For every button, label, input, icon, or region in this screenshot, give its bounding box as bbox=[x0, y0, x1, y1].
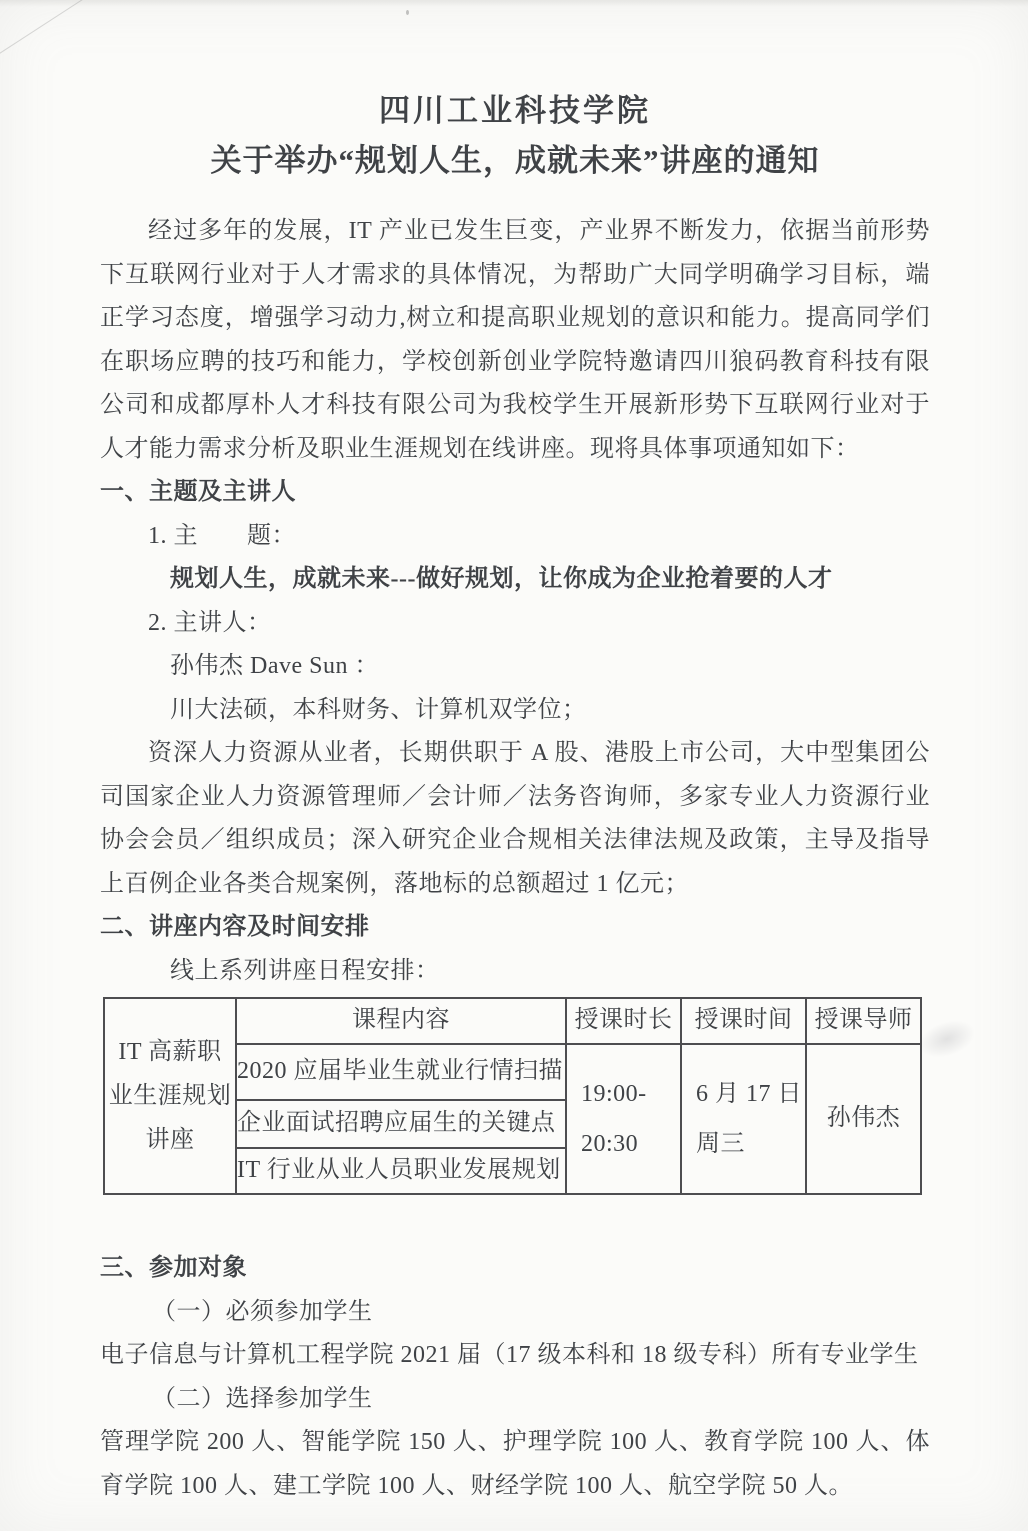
speaker-item-label: 2. 主讲人： bbox=[148, 609, 272, 636]
optional-attend-subheading: （二）选择参加学生 bbox=[152, 1385, 373, 1412]
speaker-name-line: 孙伟杰 Dave Sun ： bbox=[170, 653, 379, 679]
optional-attend-paragraph: 管理学院 200 人、智能学院 150 人、护理学院 100 人、教育学院 100 人、体育学院 100 人、建工学院 100 人、财经学院 100 人、航空学院 50 人。 bbox=[100, 1429, 930, 1499]
time-line-1: 6 月 17 日 bbox=[696, 1081, 802, 1107]
table-cell-course-3: IT 行业从业人员职业发展规划 bbox=[236, 1148, 566, 1194]
intro-paragraph: 经过多年的发展，IT 产业已发生巨变，产业界不断发力，依据当前形势下互联网行业对于人才需求的具体情况，为帮助广大同学明确学习目标，端正学习态度，增强学习动力,树立和提高职业规划的意识和能力。提高同学们在职场应聘的技巧和能力，学校创新创业学院特邀请四川狼码教育科技有限公司和成都厚朴人才科技有限公司为我校学生开展新形势下互联网行业对于人才能力需求分析及职业生涯规划在线讲座。现将具体事项通知如下： bbox=[100, 218, 930, 462]
table-cell-course-1: 2020 应届毕业生就业行情扫描 bbox=[236, 1044, 566, 1100]
speaker-degree-line: 川大法硕，本科财务、计算机双学位； bbox=[170, 696, 587, 723]
program-line-2: 业生涯规划 bbox=[108, 1083, 232, 1109]
table-cell-tutor: 孙伟杰 bbox=[806, 1044, 921, 1194]
topic-item-label: 1. 主 题： bbox=[148, 522, 296, 549]
table-cell-time bbox=[681, 1044, 806, 1194]
time-line-2: 周三 bbox=[696, 1131, 745, 1157]
section2-heading: 二、讲座内容及时间安排 bbox=[100, 914, 370, 940]
must-attend-line: 电子信息与计算机工程学院 2021 届（17 级本科和 18 级专科）所有专业学生 bbox=[100, 1342, 919, 1368]
table-header-duration: 授课时长 bbox=[566, 998, 681, 1044]
table-cell-duration bbox=[566, 1044, 681, 1194]
document-body bbox=[100, 210, 930, 1508]
document-subtitle: 关于举办“规划人生，成就未来”讲座的通知 bbox=[210, 143, 820, 178]
table-header-tutor: 授课导师 bbox=[806, 998, 921, 1044]
program-line-1: IT 高薪职 bbox=[118, 1039, 222, 1065]
table-header-course-content: 课程内容 bbox=[236, 998, 566, 1044]
table-header-time: 授课时间 bbox=[681, 998, 806, 1044]
duration-line-2: 20:30 bbox=[581, 1131, 639, 1157]
lecture-theme-line: 规划人生，成就未来---做好规划，让你成为企业抢着要的人才 bbox=[170, 566, 833, 592]
duration-line-1: 19:00- bbox=[581, 1081, 647, 1107]
speaker-bio-paragraph: 资深人力资源从业者，长期供职于 A 股、港股上市公司，大中型集团公司国家企业人力资源管理师／会计师／法务咨询师，多家专业人力资源行业协会会员／组织成员；深入研究企业合规相关法律法规及政策，主导及指导上百例企业各类合规案例，落地标的总额超过 1 亿元； bbox=[100, 740, 930, 897]
document-title: 四川工业科技学院 bbox=[379, 93, 651, 128]
table-header-row bbox=[104, 998, 921, 1044]
table-cell-course-2: 企业面试招聘应届生的关键点 bbox=[236, 1100, 566, 1148]
section3-heading: 三、参加对象 bbox=[100, 1255, 247, 1281]
program-line-3: 讲座 bbox=[145, 1127, 195, 1153]
table-cell-program bbox=[104, 998, 236, 1194]
section1-heading: 一、主题及主讲人 bbox=[100, 479, 296, 505]
schedule-table bbox=[103, 997, 922, 1195]
must-attend-subheading: （一）必须参加学生 bbox=[152, 1298, 373, 1325]
schedule-note-line: 线上系列讲座日程安排： bbox=[170, 957, 440, 984]
